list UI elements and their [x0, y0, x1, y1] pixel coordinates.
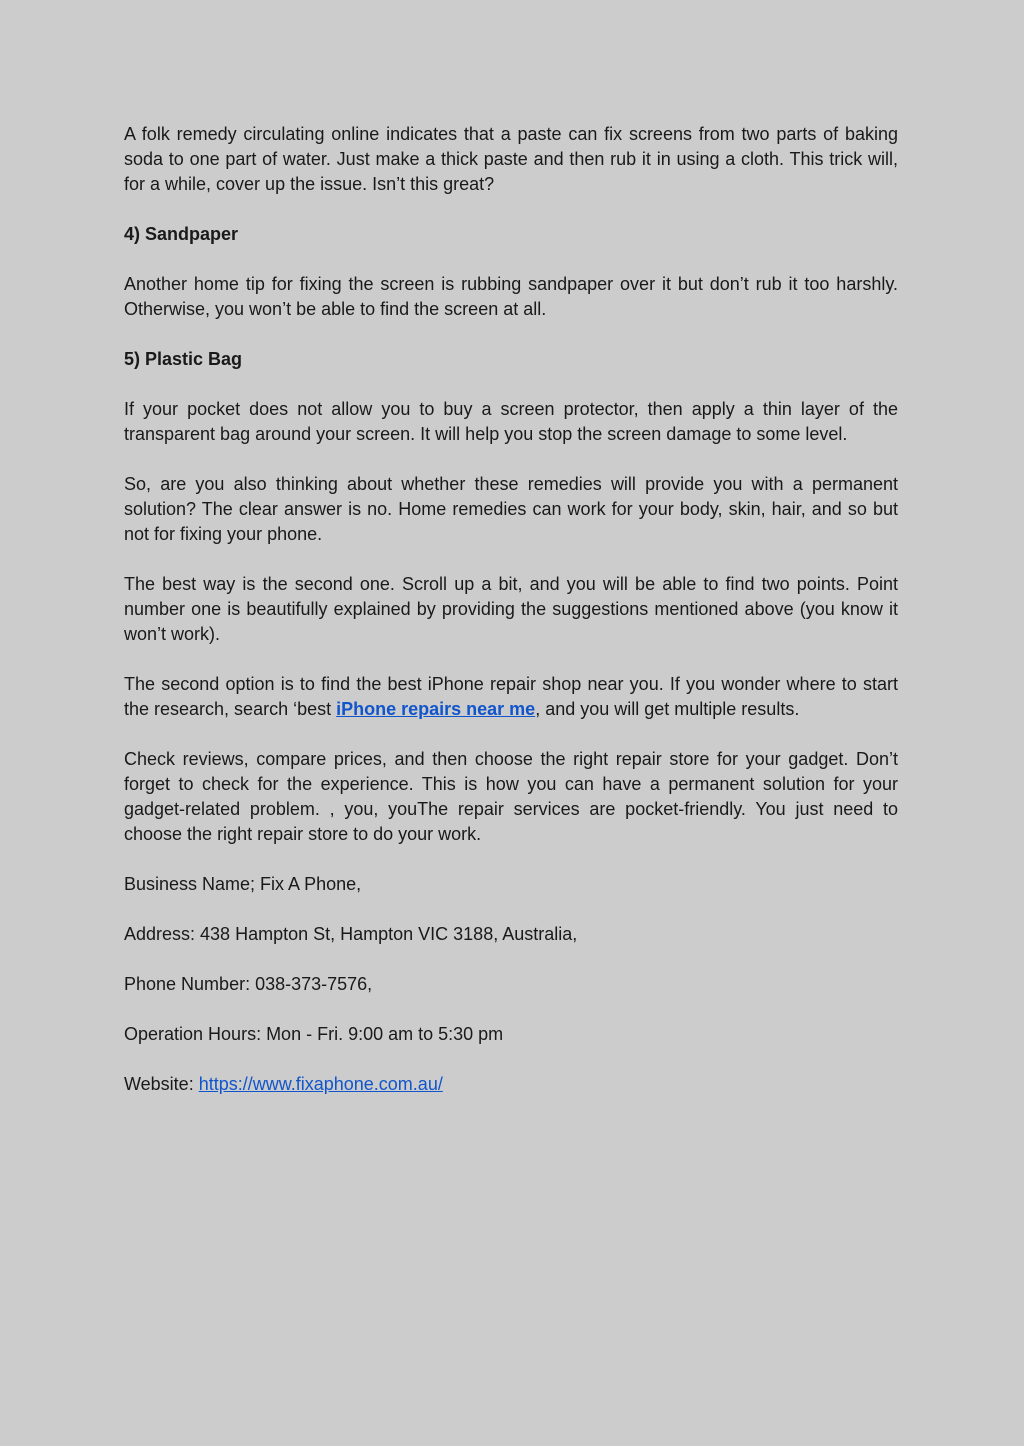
website-label: Website:: [124, 1074, 199, 1094]
paragraph-second-option: [124, 672, 898, 722]
heading-plastic-bag: 5) Plastic Bag: [124, 349, 243, 369]
paragraph-plastic-bag: If your pocket does not allow you to buy a screen protector, then apply a thin layer of the transparent bag around your screen. It will help you stop the screen damage to some level.: [124, 399, 898, 444]
business-hours: Operation Hours: Mon - Fri. 9:00 am to 5:30 pm: [124, 1024, 504, 1044]
paragraph-baking-soda: A folk remedy circulating online indicates that a paste can fix screens from two parts of baking soda to one part of water. Just make a thick paste and then rub it in using a cloth. This trick will, for a while, cover up the issue. Isn’t this great?: [124, 124, 898, 194]
business-phone: Phone Number: 038-373-7576,: [124, 974, 373, 994]
paragraph-permanent-solution: So, are you also thinking about whether these remedies will provide you with a permanent solution? The clear answer is no. Home remedies can work for your body, skin, hair, and so but not for fixing your phone.: [124, 474, 898, 544]
heading-sandpaper: 4) Sandpaper: [124, 224, 239, 244]
paragraph-best-way: The best way is the second one. Scroll up a bit, and you will be able to find two points. Point number one is beautifully explained by providing the suggestions mentioned above (you know it won’t work).: [124, 574, 898, 644]
website-link[interactable]: https://www.fixaphone.com.au/: [198, 1074, 443, 1094]
second-option-text-start: The second option is to find the best iPhone repair shop near you. If you wonder where to start the research, search ‘best: [124, 674, 898, 719]
business-website: [124, 1072, 898, 1097]
iphone-repairs-link[interactable]: iPhone repairs near me: [336, 699, 536, 719]
business-name: Business Name; Fix A Phone,: [124, 874, 362, 894]
paragraph-sandpaper: Another home tip for fixing the screen is rubbing sandpaper over it but don’t rub it too harshly. Otherwise, you won’t be able to find the screen at all.: [124, 274, 898, 319]
second-option-text-end: , and you will get multiple results.: [535, 699, 800, 719]
paragraph-check-reviews: Check reviews, compare prices, and then choose the right repair store for your gadget. Don’t forget to check for the experience. This is how you can have a permanent solution for your gadget-related problem. , you, youThe repair services are pocket-friendly. You just need to choose the right repair store to do your work.: [124, 749, 898, 844]
business-address: Address: 438 Hampton St, Hampton VIC 3188, Australia,: [124, 924, 578, 944]
